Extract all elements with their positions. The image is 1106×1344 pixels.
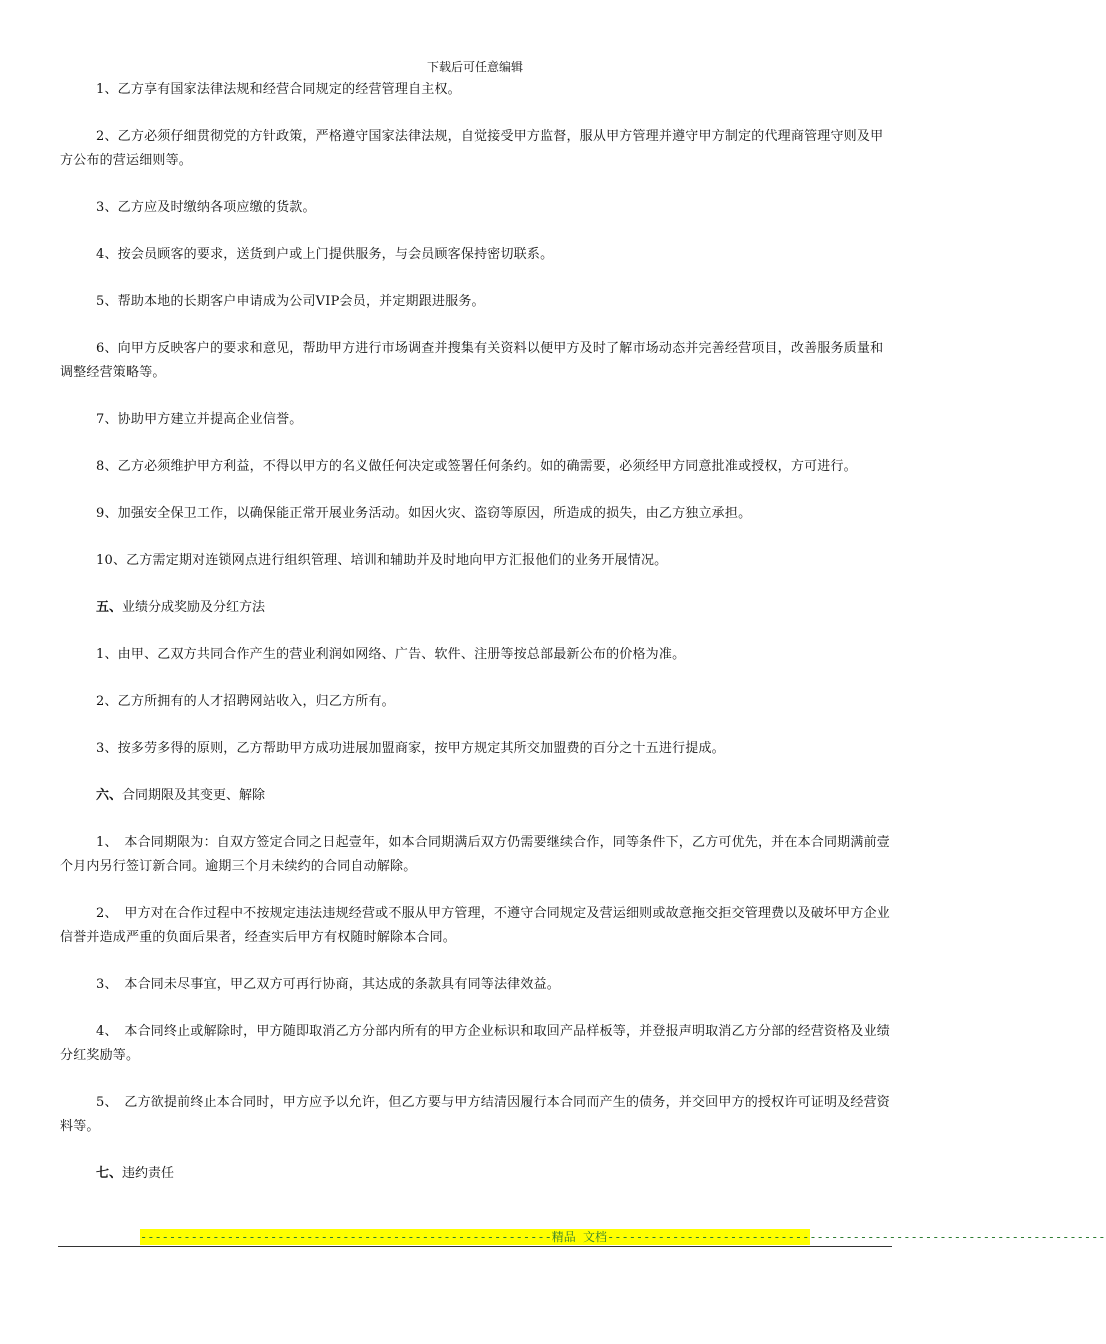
clause-paragraph: 4、按会员顾客的要求，送货到户或上门提供服务，与会员顾客保持密切联系。 (96, 247, 554, 262)
clause-paragraph: 3、 本合同未尽事宜，甲乙双方可再行协商，其达成的条款具有同等法律效益。 (96, 977, 560, 992)
clause-paragraph: 6、向甲方反映客户的要求和意见，帮助甲方进行市场调查并搜集有关资料以便甲方及时了解市场动态并完善经营项目，改善服务质量和调整经营策略等。 (60, 341, 884, 380)
clause-paragraph: 1、乙方享有国家法律法规和经营合同规定的经营管理自主权。 (96, 82, 461, 97)
header-note: 下载后可任意编辑 (426, 60, 523, 74)
section-number: 五、 (96, 600, 123, 615)
clause-paragraph: 9、加强安全保卫工作，以确保能正常开展业务活动。如因火灾、盗窃等原因，所造成的损失，由乙方独立承担。 (96, 506, 752, 521)
clause-paragraph: 3、按多劳多得的原则，乙方帮助甲方成功进展加盟商家，按甲方规定其所交加盟费的百分之十五进行提成。 (96, 741, 725, 756)
clause-paragraph: 1、由甲、乙双方共同合作产生的营业利润如网络、广告、软件、注册等按总部最新公布的价格为准。 (96, 647, 686, 662)
section-title: 合同期限及其变更、解除 (122, 788, 266, 803)
clause-paragraph: 8、乙方必须维护甲方利益，不得以甲方的名义做任何决定或签署任何条约。如的确需要，必须经甲方同意批准或授权，方可进行。 (96, 459, 857, 474)
section-number: 六、 (96, 788, 123, 803)
clause-paragraph: 2、乙方所拥有的人才招聘网站收入，归乙方所有。 (96, 694, 395, 709)
clause-paragraph: 1、 本合同期限为：自双方签定合同之日起壹年，如本合同期满后双方仍需要继续合作，同等条件下，乙方可优先，并在本合同期满前壹个月内另行签订新合同。逾期三个月未续约的合同自动解除。 (60, 835, 890, 874)
section-heading-7 (60, 1162, 890, 1186)
clause-paragraph: 3、乙方应及时缴纳各项应缴的货款。 (96, 200, 316, 215)
clause-paragraph: 5、帮助本地的长期客户申请成为公司VIP会员，并定期跟进服务。 (96, 294, 485, 309)
section-title: 违约责任 (122, 1166, 175, 1181)
clause-paragraph: 4、 本合同终止或解除时，甲方随即取消乙方分部内所有的甲方企业标识和取回产品样板等，并登报声明取消乙方分部的经营资格及业绩分红奖励等。 (60, 1024, 890, 1063)
footer-banner: ---------------------------------------------------------精品 文档--------------------------------------------------------------------- (140, 1230, 1106, 1244)
section-heading-5 (60, 596, 890, 620)
clause-paragraph: 2、乙方必须仔细贯彻党的方针政策，严格遵守国家法律法规，自觉接受甲方监督，服从甲方管理并遵守甲方制定的代理商管理守则及甲方公布的营运细则等。 (60, 129, 884, 168)
clause-paragraph: 7、协助甲方建立并提高企业信誉。 (96, 412, 303, 427)
clause-paragraph: 2、 甲方对在合作过程中不按规定违法违规经营或不服从甲方管理，不遵守合同规定及营运细则或故意拖交拒交管理费以及破坏甲方企业信誉并造成严重的负面后果者，经查实后甲方有权随时解除本合同。 (60, 906, 890, 945)
clause-paragraph: 10、乙方需定期对连锁网点进行组织管理、培训和辅助并及时地向甲方汇报他们的业务开展情况。 (96, 553, 668, 568)
section-number: 七、 (96, 1166, 123, 1181)
footer-divider (58, 1246, 892, 1247)
document-body (60, 78, 890, 1209)
section-heading-6 (60, 784, 890, 808)
section-title: 业绩分成奖励及分红方法 (122, 600, 266, 615)
clause-paragraph: 5、 乙方欲提前终止本合同时，甲方应予以允许，但乙方要与甲方结清因履行本合同而产生的债务，并交回甲方的授权许可证明及经营资料等。 (60, 1095, 890, 1134)
